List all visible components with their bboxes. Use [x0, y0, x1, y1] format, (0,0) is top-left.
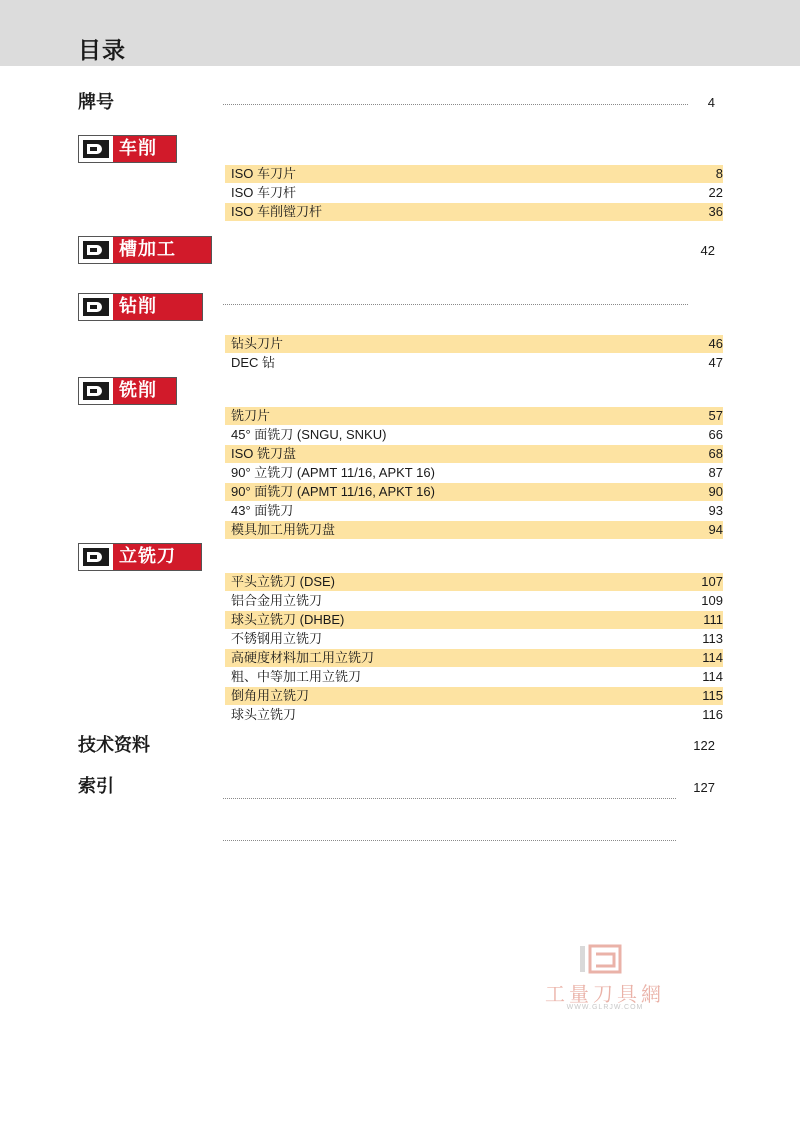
page-number-grooving[interactable]: 42 [700, 243, 715, 258]
entry-text: 倒角用立铣刀 [231, 688, 310, 703]
toc-entry[interactable] [225, 335, 723, 353]
toc-entry[interactable] [225, 687, 723, 705]
toc-entry[interactable] [225, 502, 723, 520]
entry-text: 90° 立铣刀 (APMT 11/16, APKT 16) [231, 465, 435, 480]
entry-page: 113 [702, 631, 723, 646]
entry-page: 8 [715, 166, 723, 181]
toc-entry[interactable] [225, 630, 723, 648]
entry-text: 45° 面铣刀 (SNGU, SNKU) [231, 427, 387, 442]
entry-text: ISO 车刀杆 [231, 185, 297, 200]
entry-page: 68 [708, 446, 723, 461]
entry-page: 57 [708, 408, 723, 423]
category-badge-drilling[interactable] [78, 293, 203, 321]
toc-entry[interactable] [225, 611, 723, 629]
entry-page: 109 [701, 593, 723, 608]
watermark-logo-icon [576, 944, 626, 976]
toc-entry[interactable] [225, 203, 723, 221]
toc-entry[interactable] [225, 649, 723, 667]
watermark-url: WWW.GLRJW.COM [566, 1004, 644, 1011]
section-title-technical: 技术资料 [78, 735, 150, 756]
category-badge-grooving[interactable] [78, 236, 212, 264]
page-number-index[interactable]: 127 [693, 780, 715, 795]
entry-text: 平头立铣刀 (DSE) [231, 574, 336, 589]
page-title: 目录 [78, 38, 126, 64]
toc-entry[interactable] [225, 354, 723, 372]
toc-entry[interactable] [225, 521, 723, 539]
d-logo-icon [79, 544, 113, 570]
dot-leader [223, 104, 688, 105]
entry-text: 90° 面铣刀 (APMT 11/16, APKT 16) [231, 484, 435, 499]
dot-leader [223, 840, 676, 841]
d-logo-icon [79, 378, 113, 404]
entry-page: 46 [708, 336, 723, 351]
entry-page: 111 [703, 612, 723, 627]
entry-page: 47 [708, 355, 723, 370]
category-badge-endmill[interactable] [78, 543, 202, 571]
toc-entry[interactable] [225, 573, 723, 591]
d-logo-icon [79, 294, 113, 320]
toc-entry[interactable] [225, 592, 723, 610]
entry-text: 球头立铣刀 [231, 707, 297, 722]
toc-entry[interactable] [225, 706, 723, 724]
toc-entry[interactable] [225, 445, 723, 463]
toc-entry[interactable] [225, 483, 723, 501]
category-badge-milling[interactable] [78, 377, 177, 405]
entry-text: 不锈钢用立铣刀 [231, 631, 323, 646]
toc-entry[interactable] [225, 407, 723, 425]
entry-text: DEC 钻 [231, 355, 276, 370]
category-badge-turning[interactable] [78, 135, 177, 163]
page-number-brand[interactable]: 4 [707, 95, 715, 110]
entry-text: 粗、中等加工用立铣刀 [231, 669, 362, 684]
entry-text: ISO 铣刀盘 [231, 446, 297, 461]
category-label: 钻削 [113, 294, 202, 320]
d-logo-icon [79, 237, 113, 263]
watermark-name: 工量刀具網 [545, 982, 665, 1006]
category-label: 车削 [113, 136, 176, 162]
entry-text: ISO 车刀片 [231, 166, 297, 181]
page-number-technical[interactable]: 122 [693, 738, 715, 753]
toc-entry[interactable] [225, 464, 723, 482]
toc-entry[interactable] [225, 165, 723, 183]
entry-text: 球头立铣刀 (DHBE) [231, 612, 345, 627]
entry-text: ISO 车削镗刀杆 [231, 204, 323, 219]
entry-page: 66 [708, 427, 723, 442]
entry-page: 114 [702, 650, 723, 665]
category-label: 立铣刀 [113, 544, 201, 570]
section-title-brand: 牌号 [78, 92, 114, 113]
entry-page: 90 [708, 484, 723, 499]
toc-entry[interactable] [225, 426, 723, 444]
entry-text: 铣刀片 [231, 408, 271, 423]
entry-page: 22 [708, 185, 723, 200]
entry-text: 43° 面铣刀 [231, 503, 294, 518]
entry-text: 模具加工用铣刀盘 [231, 522, 336, 537]
d-logo-icon [79, 136, 113, 162]
entry-page: 107 [701, 574, 723, 589]
entry-page: 87 [708, 465, 723, 480]
entry-page: 94 [708, 522, 723, 537]
dot-leader [223, 798, 676, 799]
entry-page: 114 [702, 669, 723, 684]
entry-text: 铝合金用立铣刀 [231, 593, 323, 608]
toc-entry[interactable] [225, 184, 723, 202]
entry-page: 93 [708, 503, 723, 518]
entry-page: 36 [708, 204, 723, 219]
entry-page: 115 [702, 688, 723, 703]
category-label: 槽加工 [113, 237, 211, 263]
toc-entry[interactable] [225, 668, 723, 686]
category-label: 铣削 [113, 378, 176, 404]
dot-leader [223, 304, 688, 305]
entry-text: 高硬度材料加工用立铣刀 [231, 650, 375, 665]
watermark [530, 944, 680, 1014]
entry-text: 钻头刀片 [231, 336, 284, 351]
entry-page: 116 [702, 707, 723, 722]
section-title-index: 索引 [78, 776, 114, 797]
